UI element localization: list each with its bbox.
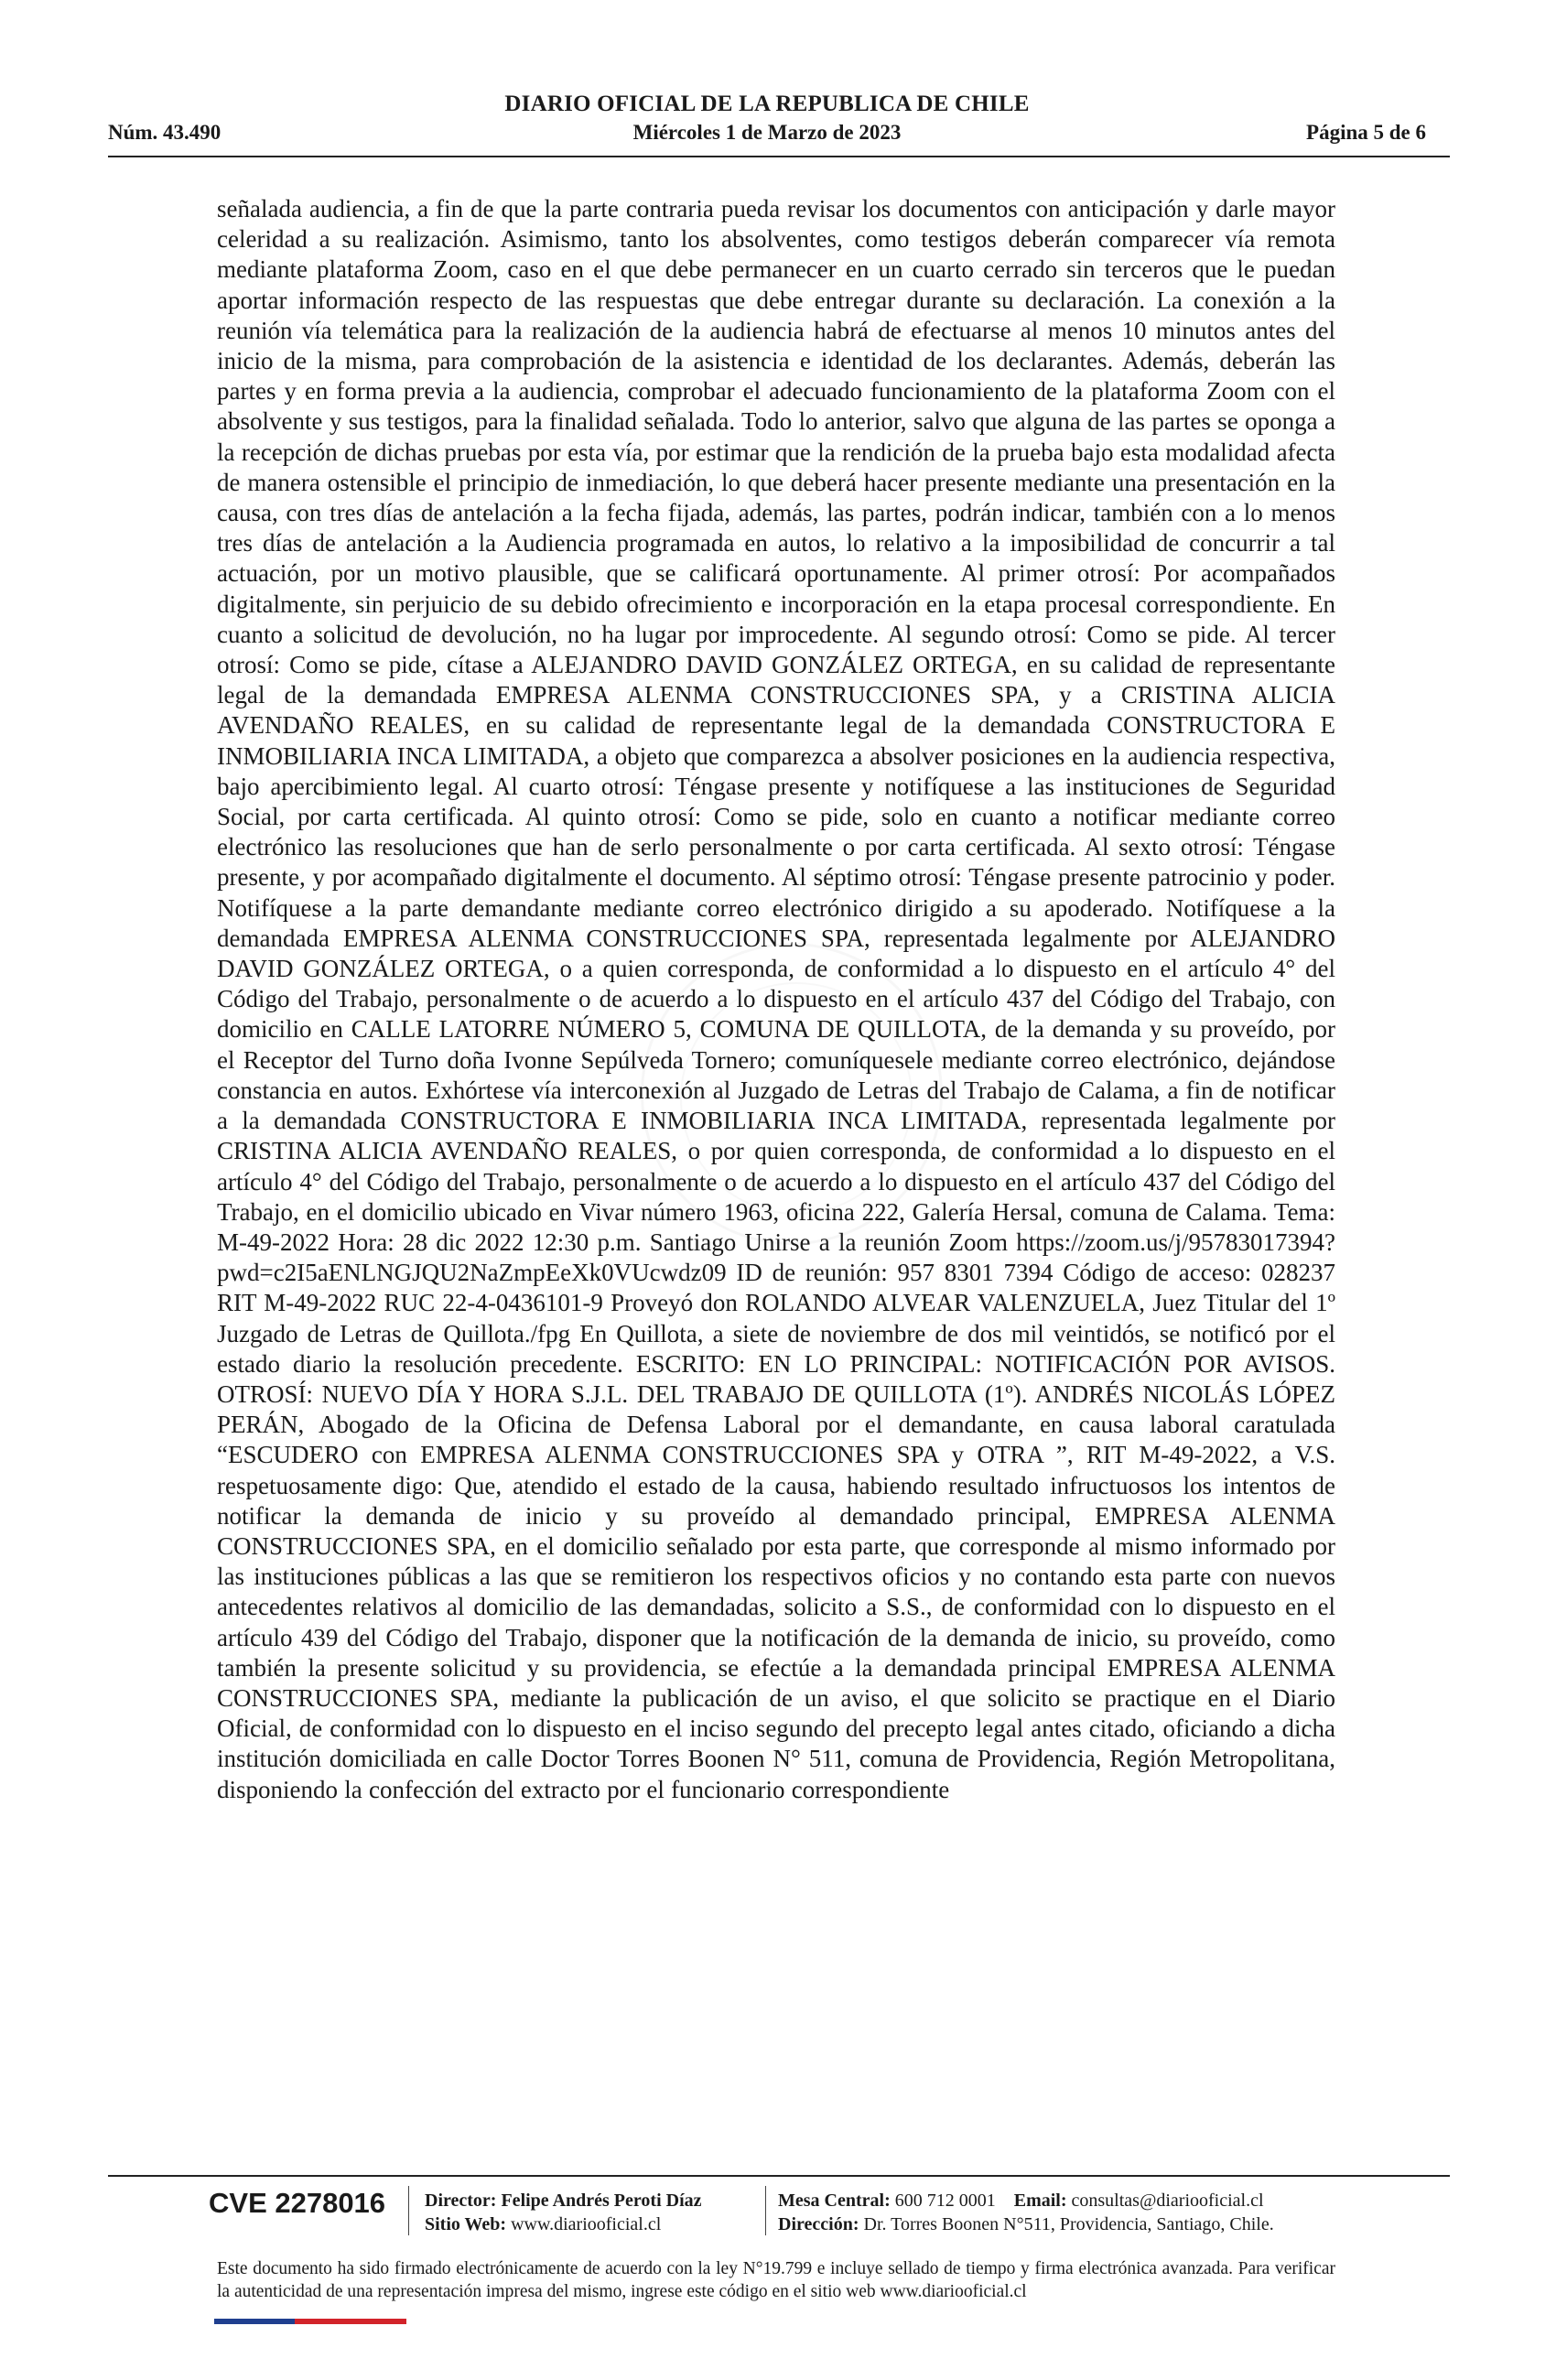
footer-director-block (425, 2189, 702, 2236)
page-number: Página 5 de 6 (1306, 121, 1426, 144)
director-label: Director: (425, 2191, 497, 2211)
flag-red-segment (295, 2319, 406, 2324)
email-link[interactable]: consultas@diariooficial.cl (1071, 2191, 1264, 2211)
website-link[interactable]: www.diariooficial.cl (511, 2214, 662, 2234)
website-label: Sitio Web: (425, 2214, 507, 2234)
flag-blue-segment (214, 2319, 295, 2324)
publication-title: DIARIO OFICIAL DE LA REPUBLICA DE CHILE (504, 92, 1030, 116)
phone-number: 600 712 0001 (894, 2191, 996, 2211)
cve-code: CVE 2278016 (209, 2187, 386, 2219)
footer-separator (765, 2186, 766, 2235)
footer-divider (108, 2175, 1450, 2177)
director-name: Felipe Andrés Peroti Díaz (501, 2191, 702, 2211)
address-label: Dirección: (778, 2214, 859, 2234)
footer-contact-block (778, 2189, 1274, 2236)
issue-date: Miércoles 1 de Marzo de 2023 (632, 121, 902, 144)
issue-number: Núm. 43.490 (108, 121, 222, 144)
page-header (108, 92, 1426, 157)
header-divider (108, 156, 1450, 157)
phone-label: Mesa Central: (778, 2191, 891, 2211)
signature-disclaimer: Este documento ha sido firmado electrónicamente de acuerdo con la ley N°19.799 e incluye sellado de tiempo y firma electrónica avanzada. Para verificar la autenticidad de una representación impresa del mismo, ingrese este código en el sitio web www.diariooficial.cl (217, 2259, 1335, 2301)
address-text: Dr. Torres Boonen N°511, Providencia, Santiago, Chile. (863, 2214, 1274, 2234)
email-label: Email: (1013, 2191, 1067, 2211)
footer-separator (408, 2186, 409, 2235)
body-paragraph: señalada audiencia, a fin de que la parte contraria pueda revisar los documentos con anticipación y darle mayor celeridad a su realización. Asimismo, tanto los absolventes, como testigos deberán comparecer vía remota mediante plataforma Zoom, caso en el que debe permanecer en un cuarto cerrado sin terceros que le puedan aportar información respecto de las respuestas que debe entregar durante su declaración. La conexión a la reunión vía telemática para la realización de la audiencia habrá de efectuarse al menos 10 minutos antes del inicio de la misma, para comprobación de la asistencia e identidad de los declarantes. Además, deberán las partes y en forma previa a la audiencia, comprobar el adecuado funcionamiento de la plataforma Zoom con el absolvente y sus testigos, para la finalidad señalada. Todo lo anterior, salvo que alguna de las partes se oponga a la recepción de dichas pruebas por esta vía, por estimar que la rendición de la prueba bajo esta modalidad afecta de manera ostensible el principio de inmediación, lo que deberá hacer presente mediante una presentación en la causa, con tres días de antelación a la fecha fijada, además, las partes, podrán indicar, también con a lo menos tres días de antelación a la Audiencia programada en autos, lo relativo a la imposibilidad de concurrir a tal actuación, por un motivo plausible, que se calificará oportunamente. Al primer otrosí: Por acompañados digitalmente, sin perjuicio de su debido ofrecimiento e incorporación en la etapa procesal correspondiente. En cuanto a solicitud de devolución, no ha lugar por improcedente. Al segundo otrosí: Como se pide. Al tercer otrosí: Como se pide, cítase a ALEJANDRO DAVID GONZÁLEZ ORTEGA, en su calidad de representante legal de la demandada EMPRESA ALENMA CONSTRUCCIONES SPA, y a CRISTINA ALICIA AVENDAÑO REALES, en su calidad de representante legal de la demandada CONSTRUCTORA E INMOBILIARIA INCA LIMITADA, a objeto que comparezca a absolver posiciones en la audiencia respectiva, bajo apercibimiento legal. Al cuarto otrosí: Téngase presente y notifíquese a las instituciones de Seguridad Social, por carta certificada. Al quinto otrosí: Como se pide, solo en cuanto a notificar mediante correo electrónico las resoluciones que han de serlo personalmente o por carta certificada. Al sexto otrosí: Téngase presente, y por acompañado digitalmente el documento. Al séptimo otrosí: Téngase presente patrocinio y poder. Notifíquese a la parte demandante mediante correo electrónico dirigido a su apoderado. Notifíquese a la demandada EMPRESA ALENMA CONSTRUCCIONES SPA, representada legalmente por ALEJANDRO DAVID GONZÁLEZ ORTEGA, o a quien corresponda, de conformidad a lo dispuesto en el artículo 4° del Código del Trabajo, personalmente o de acuerdo a lo dispuesto en el artículo 437 del Código del Trabajo, con domicilio en CALLE LATORRE NÚMERO 5, COMUNA DE QUILLOTA, de la demanda y su proveído, por el Receptor del Turno doña Ivonne Sepúlveda Tornero; comuníquesele mediante correo electrónico, dejándose constancia en autos. Exhórtese vía interconexión al Juzgado de Letras del Trabajo de Calama, a fin de notificar a la demandada CONSTRUCTORA E INMOBILIARIA INCA LIMITADA, representada legalmente por CRISTINA ALICIA AVENDAÑO REALES, o por quien corresponda, de conformidad a lo dispuesto en el artículo 4° del Código del Trabajo, personalmente o de acuerdo a lo dispuesto en el artículo 437 del Código del Trabajo, en el domicilio ubicado en Vivar número 1963, oficina 222, Galería Hersal, comuna de Calama. Tema: M-49-2022 Hora: 28 dic 2022 12:30 p.m. Santiago Unirse a la reunión Zoom https://zoom.us/j/95783017394?pwd=c2I5aENLNGJQU2NaZmpEeXk0VUcwdz09 ID de reunión: 957 8301 7394 Código de acceso: 028237 RIT M-49-2022 RUC 22-4-0436101-9 Proveyó don ROLANDO ALVEAR VALENZUELA, Juez Titular del 1º Juzgado de Letras de Quillota./fpg En Quillota, a siete de noviembre de dos mil veintidós, se notificó por el estado diario la resolución precedente. ESCRITO: EN LO PRINCIPAL: NOTIFICACIÓN POR AVISOS. OTROSÍ: NUEVO DÍA Y HORA S.J.L. DEL TRABAJO DE QUILLOTA (1º). ANDRÉS NICOLÁS LÓPEZ PERÁN, Abogado de la Oficina de Defensa Laboral por el demandante, en causa laboral caratulada “ESCUDERO con EMPRESA ALENMA CONSTRUCCIONES SPA y OTRA ”, RIT M-49-2022, a V.S. respetuosamente digo: Que, atendido el estado de la causa, habiendo resultado infructuosos los intentos de notificar la demanda de inicio y su proveído al demandado principal, EMPRESA ALENMA CONSTRUCCIONES SPA, en el domicilio señalado por esta parte, que corresponde al mismo informado por las instituciones públicas a las que se remitieron los respectivos oficios y no contando esta parte con nuevos antecedentes relativos al domicilio de las demandadas, solicito a S.S., de conformidad con lo dispuesto en el artículo 439 del Código del Trabajo, disponer que la notificación de la demanda de inicio, su proveído, como también la presente solicitud y su providencia, se efectúe a la demandada principal EMPRESA ALENMA CONSTRUCCIONES SPA, mediante la publicación de un aviso, el que solicito se practique en el Diario Oficial, de conformidad con lo dispuesto en el inciso segundo del precepto legal antes citado, oficiando a dicha institución domiciliada en calle Doctor Torres Boonen N° 511, comuna de Providencia, Región Metropolitana, disponiendo la confección del extracto por el funcionario correspondiente (217, 195, 1335, 1803)
flag-stripe (214, 2319, 406, 2324)
